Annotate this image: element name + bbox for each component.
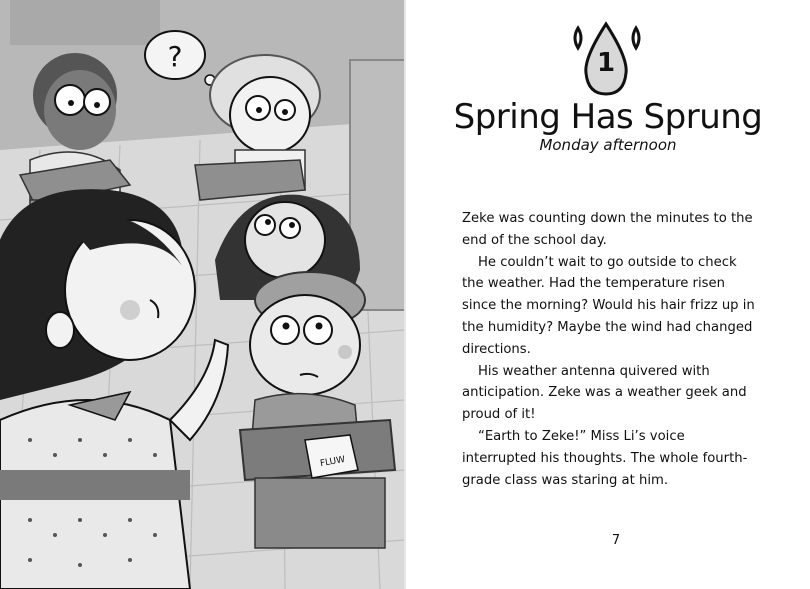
thought-question-mark: ?: [167, 40, 183, 73]
paragraph: His weather antenna quivered with anticipation. Zeke was a weather geek and proud of it!: [462, 363, 747, 423]
chapter-subtitle: Monday afternoon: [539, 136, 677, 154]
notebook-text: FLUW: [319, 454, 346, 470]
chapter-title: Spring Has Sprung: [453, 97, 763, 137]
notebook: [305, 435, 358, 478]
paragraph: “Earth to Zeke!” Miss Li’s voice interrupted his thoughts. The whole fourth-grade class was staring at him.: [462, 428, 748, 488]
text-page: [406, 0, 810, 589]
chapter-body: [462, 208, 762, 491]
paragraph: Zeke was counting down the minutes to the end of the school day.: [462, 211, 753, 248]
chapter-number: 1: [596, 48, 616, 78]
chapter-badge: [556, 18, 656, 100]
paragraph: He couldn’t wait to go outside to check the weather. Had the temperature risen since the morning? Would his hair frizz up in the humidity? Maybe the wind had changed directions.: [462, 254, 755, 357]
page-number: 7: [611, 533, 621, 548]
